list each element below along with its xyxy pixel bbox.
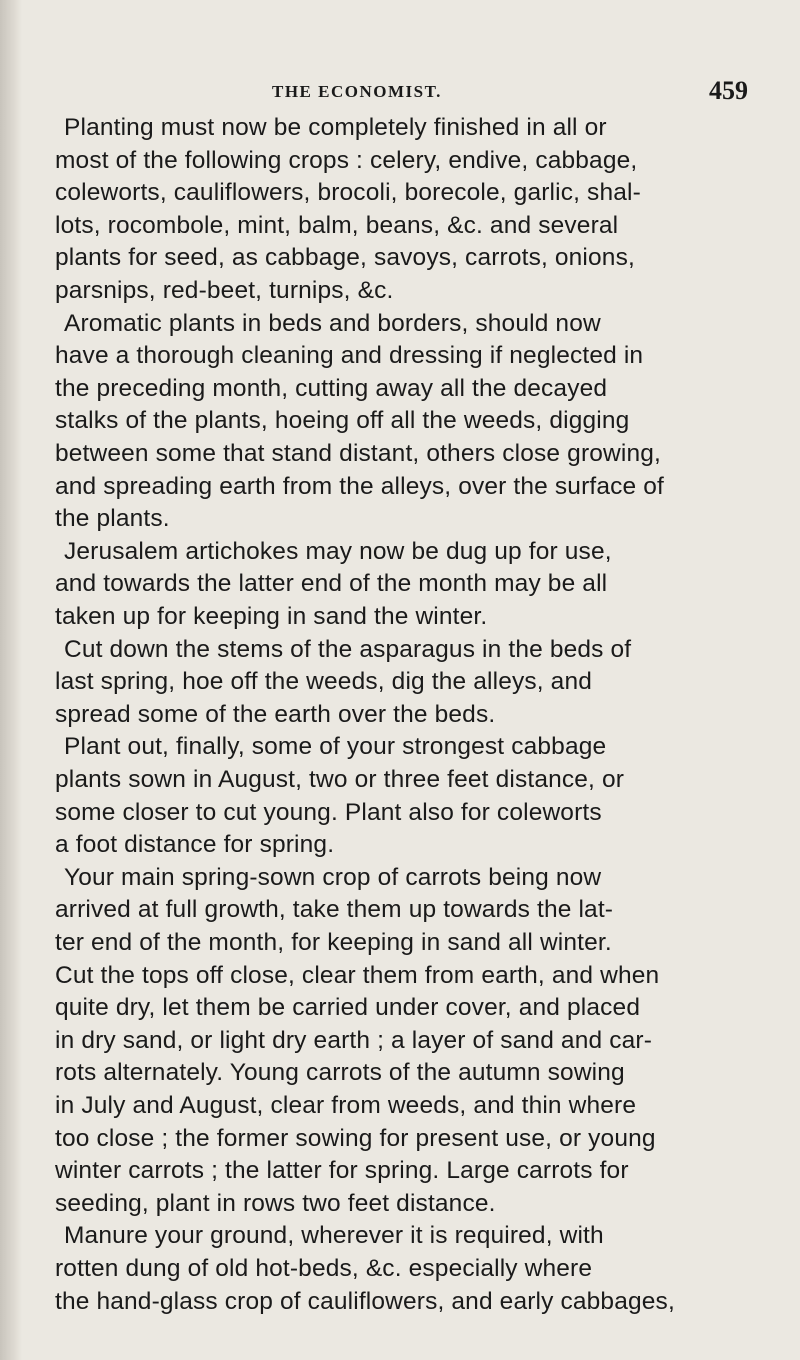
text-line: most of the following crops : celery, endive, cabbage, xyxy=(55,146,638,174)
text-line: Plant out, finally, some of your strongest cabbage xyxy=(64,733,607,761)
text-line: some closer to cut young. Plant also for coleworts xyxy=(55,798,602,826)
page-header xyxy=(0,76,800,112)
text-line: Aromatic plants in beds and borders, should now xyxy=(64,309,601,337)
text-line: have a thorough cleaning and dressing if neglected in xyxy=(55,342,644,370)
text-line: coleworts, cauliflowers, brocoli, borecole, garlic, shal- xyxy=(55,179,641,207)
text-line: the hand-glass crop of cauliflowers, and early cabbages, xyxy=(55,1287,675,1315)
text-line: Planting must now be completely finished in all or xyxy=(64,114,607,141)
text-line: spread some of the earth over the beds. xyxy=(55,700,496,728)
text-line: between some that stand distant, others close growing, xyxy=(55,440,661,467)
text-line: Cut down the stems of the asparagus in the beds of xyxy=(64,635,632,663)
text-line: quite dry, let them be carried under cover, and placed xyxy=(55,994,641,1022)
text-line: Manure your ground, wherever it is required, with xyxy=(64,1222,604,1250)
text-line: last spring, hoe off the weeds, dig the alleys, and xyxy=(55,668,593,696)
text-line: parsnips, red-beet, turnips, &c. xyxy=(55,277,394,304)
text-line: in dry sand, or light dry earth ; a layer of sand and car- xyxy=(55,1026,652,1054)
text-line: Jerusalem artichokes may now be dug up for use, xyxy=(64,537,612,565)
text-line: stalks of the plants, hoeing off all the weeds, digging xyxy=(55,407,630,435)
text-line: plants for seed, as cabbage, savoys, carrots, onions, xyxy=(55,244,635,272)
running-head: THE ECONOMIST. xyxy=(272,82,442,101)
page-gutter-shadow xyxy=(0,0,22,1360)
text-line: Your main spring-sown crop of carrots being now xyxy=(64,863,602,891)
text-line: and towards the latter end of the month may be all xyxy=(55,570,608,598)
text-line: rots alternately. Young carrots of the autumn sowing xyxy=(55,1059,625,1087)
text-line: in July and August, clear from weeds, and thin where xyxy=(55,1092,637,1119)
text-line: too close ; the former sowing for present use, or young xyxy=(55,1124,656,1152)
text-line: ter end of the month, for keeping in sand all winter. xyxy=(55,929,612,956)
text-line: taken up for keeping in sand the winter. xyxy=(55,603,488,630)
text-line: a foot distance for spring. xyxy=(55,831,335,859)
text-line: lots, rocombole, mint, balm, beans, &c. and several xyxy=(55,211,619,239)
text-line: seeding, plant in rows two feet distance. xyxy=(55,1189,496,1217)
text-line: plants sown in August, two or three feet distance, or xyxy=(55,766,625,793)
text-line: rotten dung of old hot-beds, &c. especially where xyxy=(55,1255,593,1282)
text-line: the preceding month, cutting away all the decayed xyxy=(55,374,608,402)
text-line: arrived at full growth, take them up towards the lat- xyxy=(55,896,614,924)
page-number: 459 xyxy=(709,76,748,105)
text-line: the plants. xyxy=(55,505,170,533)
text-line: winter carrots ; the latter for spring. Large carrots for xyxy=(55,1157,629,1185)
text-line: Cut the tops off close, clear them from earth, and when xyxy=(55,961,660,989)
text-line: and spreading earth from the alleys, over the surface of xyxy=(55,472,664,500)
